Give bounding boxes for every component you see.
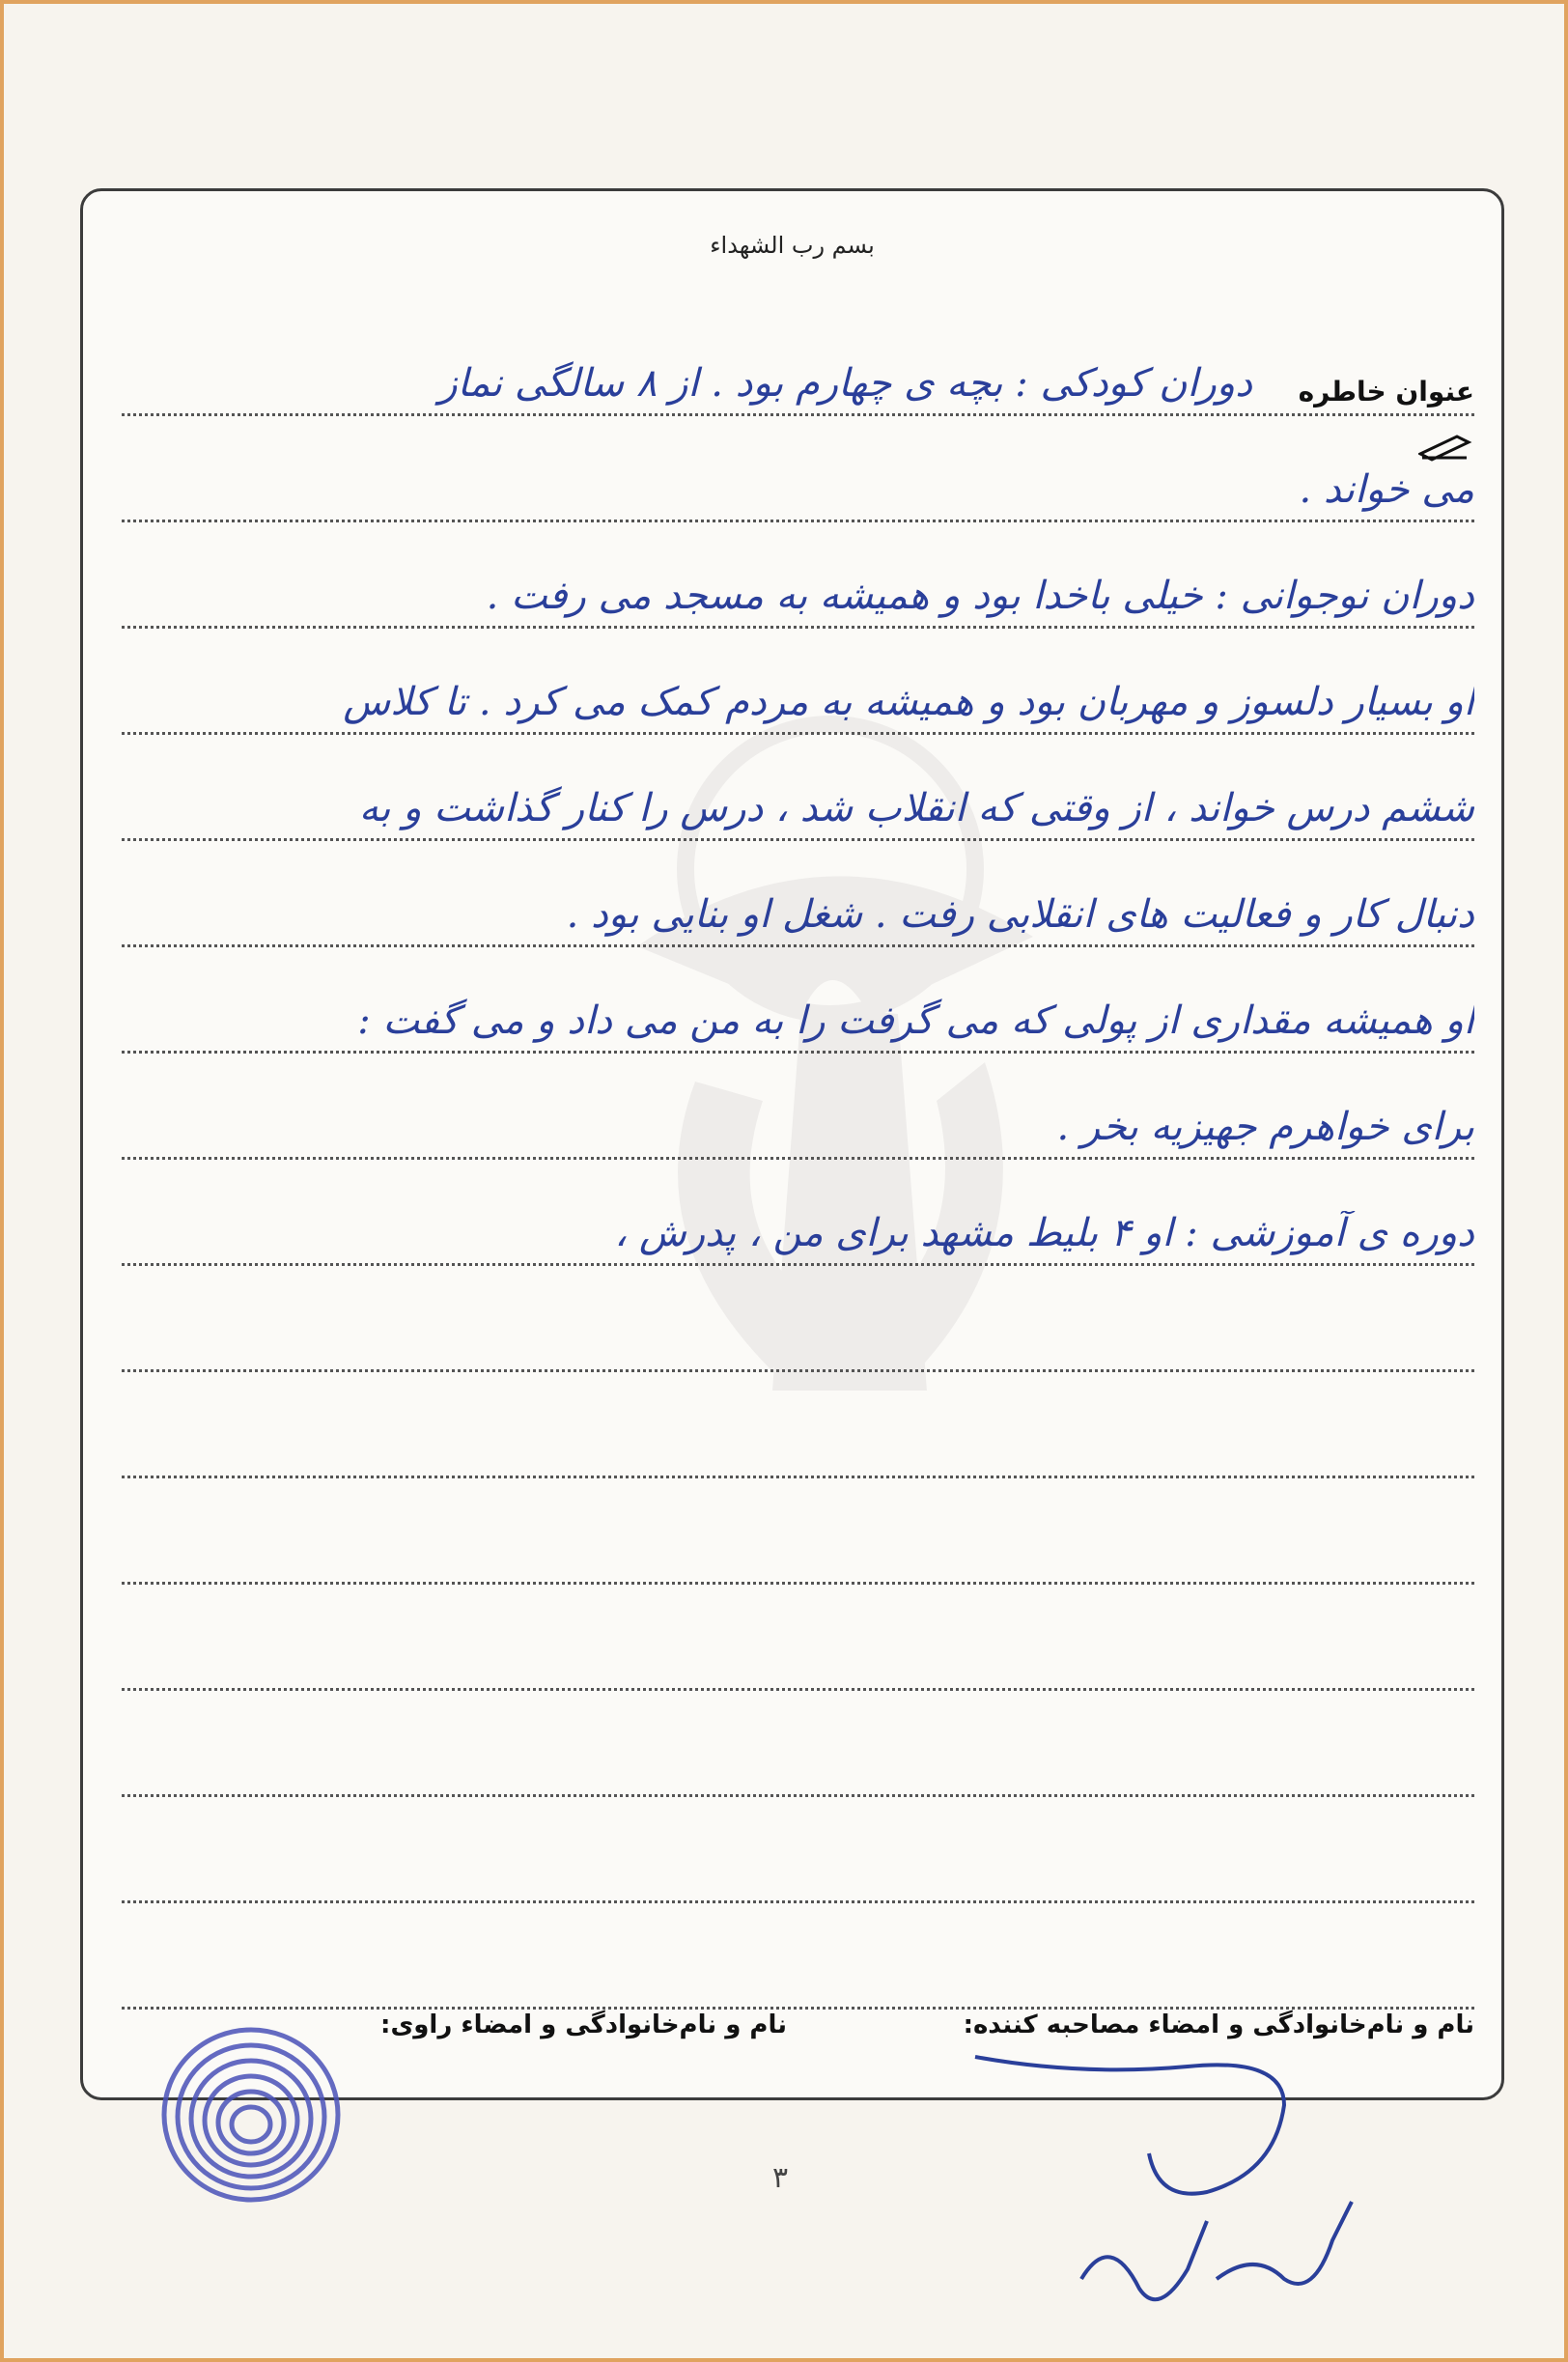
form-line-5 [122, 732, 1474, 841]
form-line-12 [122, 1476, 1474, 1585]
handwritten-line: دنبال کار و فعالیت های انقلابی رفت . شغل او بنایی بود . [566, 892, 1474, 937]
form-line-11 [122, 1369, 1474, 1478]
form-header: بسم رب الشهداء [710, 232, 875, 259]
form-line-9 [122, 1157, 1474, 1266]
form-line-7 [122, 944, 1474, 1054]
form-line-2 [122, 413, 1474, 522]
handwritten-line: دوره ی آموزشی : او ۴ بلیط مشهد برای من ، پدرش ، [614, 1211, 1474, 1255]
handwritten-line: دوران نوجوانی : خیلی باخدا بود و همیشه به مسجد می رفت . [486, 574, 1474, 618]
handwritten-line: ششم درس خواند ، از وقتی که انقلاب شد ، درس را کنار گذاشت و به [358, 786, 1474, 830]
form-line-3 [122, 520, 1474, 629]
page-number: ۳ [772, 2161, 789, 2195]
form-line-15 [122, 1794, 1474, 1903]
interviewer-signature-label: نام و نام‌خانوادگی و امضاء مصاحبه کننده: [963, 2011, 1474, 2039]
narrator-signature-label: نام و نام‌خانوادگی و امضاء راوی: [380, 2011, 787, 2039]
form-line-8 [122, 1051, 1474, 1160]
form-line-1 [122, 307, 1474, 416]
form-line-16 [122, 1900, 1474, 2010]
fingerprint-stamp [154, 2018, 348, 2211]
handwritten-line: او همیشه مقداری از پولی که می گرفت را به من می داد و می گفت : [357, 998, 1474, 1043]
form-line-4 [122, 626, 1474, 735]
handwritten-line: دوران کودکی : بچه ی چهارم بود . از ۸ سالگی نماز [438, 361, 1252, 406]
form-line-6 [122, 838, 1474, 947]
memoir-title-label: عنوان خاطره [1298, 376, 1474, 408]
handwritten-line: برای خواهرم جهیزیه بخر . [1056, 1105, 1474, 1149]
handwritten-line: می خواند . [1299, 467, 1474, 512]
form-line-10 [122, 1263, 1474, 1372]
form-line-13 [122, 1582, 1474, 1691]
narrator-signature [966, 2038, 1410, 2318]
form-line-14 [122, 1688, 1474, 1797]
handwritten-line: او بسیار دلسوز و مهربان بود و همیشه به مردم کمک می کرد . تا کلاس [343, 680, 1474, 724]
memoir-form [80, 188, 1504, 2100]
